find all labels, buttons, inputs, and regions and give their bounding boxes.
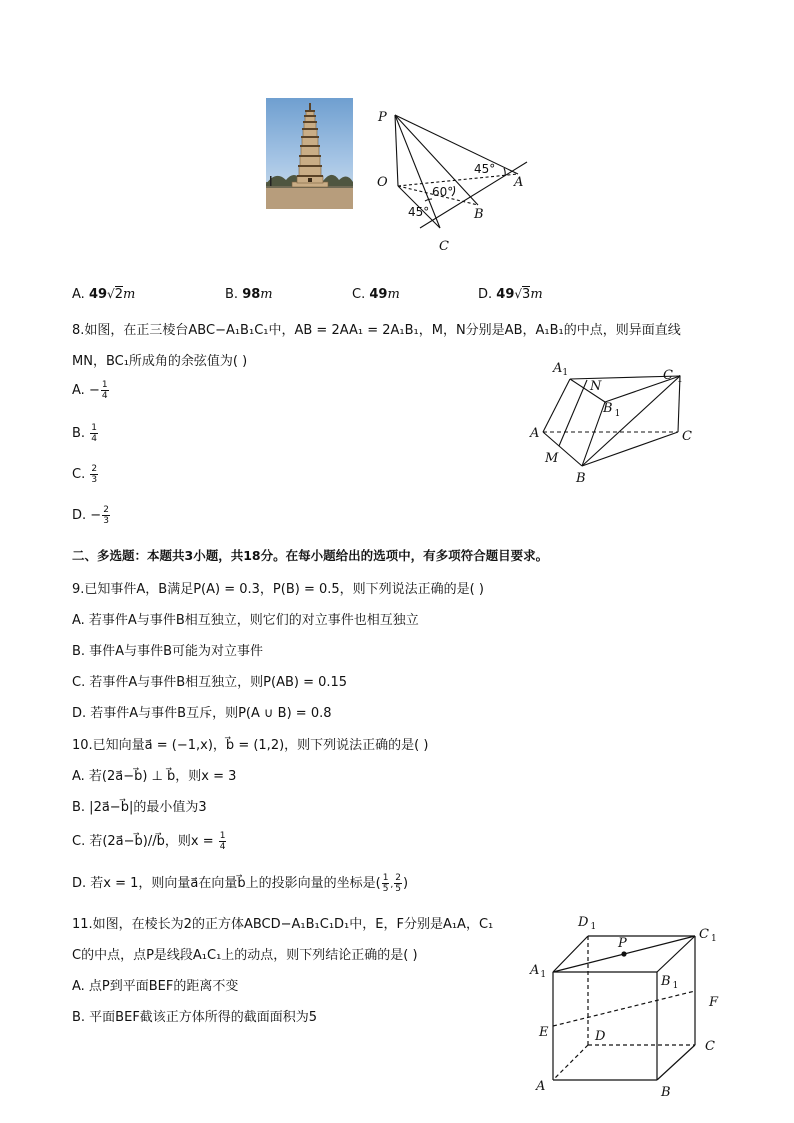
pyramid-figure [368,104,538,254]
q11-option-b[interactable]: B. 平面BEF截该正方体所得的截面面积为5 [72,1010,318,1025]
q8-stem-line1: 8.如图，在正三棱台ABC−A₁B₁C₁中，AB = 2AA₁ = 2A₁B₁，M，N分别是AB，A₁B₁的中点，则异面直线 [72,323,681,338]
vertex-a-label: A [536,1079,546,1094]
section-title-multiple-choice: 二、多选题：本题共3小题，共18分。在每小题给出的选项中，有多项符合题目要求。 [72,548,549,563]
point-e-label: E [539,1025,549,1040]
point-p-label: P [618,936,627,951]
vertex-b1-label: B $_1$ [603,401,621,419]
q7-option-a[interactable]: A. 49√2m [72,287,136,302]
q8-option-c[interactable]: C. $\frac{2}{3}$ [72,464,98,485]
vertex-b-label: B [576,471,586,486]
vertex-c1-label: C $_1$ [699,927,717,944]
vertex-a1-label: $A_1$ [530,963,547,980]
q7-option-c[interactable]: C. 49m [352,287,400,302]
q8-option-d[interactable]: D. − $\frac{2}{3}$ [72,505,109,526]
point-a-label: A [514,175,524,190]
point-c-label: C [439,239,449,254]
q9-option-b[interactable]: B. 事件A与事件B可能为对立事件 [72,644,263,659]
point-p-label: P [378,110,387,125]
angle-label-pbo: 60° [432,185,454,199]
vertex-b1-label: B $_1$ [661,974,679,991]
q9-option-c[interactable]: C. 若事件A与事件B相互独立，则P(AB) = 0.15 [72,675,348,690]
angle-label-pco: 45° [408,205,430,219]
q10-stem: 10.已知向量a⃗ = (−1,x)，b⃗ = (1,2)，则下列说法正确的是( ) [72,738,429,753]
vertex-b-label: B [661,1085,671,1100]
q10-option-a[interactable]: A. 若(2a⃗−b⃗) ⊥ b⃗，则x = 3 [72,769,237,784]
vertex-c-label: C [705,1039,715,1054]
angle-label-pao: 45° [474,162,496,176]
point-b-label: B [474,207,484,222]
frustum-figure [525,360,705,490]
vertex-c-label: C [682,429,692,444]
point-f-label: F [709,995,719,1010]
point-o-label: O [377,175,388,190]
q7-option-b[interactable]: B. 98m [225,287,273,302]
point-m-label: M [545,451,559,466]
q11-option-a[interactable]: A. 点P到平面BEF的距离不变 [72,979,239,994]
vertex-a-label: A [530,426,540,441]
q9-option-a[interactable]: A. 若事件A与事件B相互独立，则它们的对立事件也相互独立 [72,613,419,628]
q10-option-c[interactable]: C. 若(2a⃗−b⃗)//b⃗，则x = $\frac{1}{4}$ [72,831,226,852]
q9-stem: 9.已知事件A，B满足P(A) = 0.3，P(B) = 0.5，则下列说法正确的是( ) [72,582,484,597]
point-n-label: N [590,379,602,394]
vertex-c1-label: C $_1$ [663,368,683,385]
q11-stem-line2: C的中点，点P是线段A₁C₁上的动点，则下列结论正确的是( ) [72,948,418,963]
q8-stem-line2: MN，BC₁所成角的余弦值为( ) [72,354,248,369]
q7-option-d[interactable]: D. 49√3m [478,287,543,302]
vertex-a1-label: $A_1$ [553,361,569,378]
q9-option-d[interactable]: D. 若事件A与事件B互斥，则P(A ∪ B) = 0.8 [72,706,332,721]
q8-option-b[interactable]: B. $\frac{1}{4}$ [72,423,97,444]
q8-option-a[interactable]: A. − $\frac{1}{4}$ [72,380,108,401]
q10-option-b[interactable]: B. |2a⃗−b⃗|的最小值为3 [72,800,207,815]
pagoda-photo [266,98,353,209]
q11-stem-line1: 11.如图，在棱长为2的正方体ABCD−A₁B₁C₁D₁中，E，F分别是A₁A，C₁ [72,917,494,932]
vertex-d-label: D [595,1029,606,1044]
cube-figure [525,908,725,1100]
q10-option-d[interactable]: D. 若x = 1，则向量a⃗在向量b⃗上的投影向量的坐标是( $\frac{1}{5}$ , $\frac{2}{5}$ ) [72,873,409,894]
vertex-d1-label: D $_1$ [578,915,597,932]
